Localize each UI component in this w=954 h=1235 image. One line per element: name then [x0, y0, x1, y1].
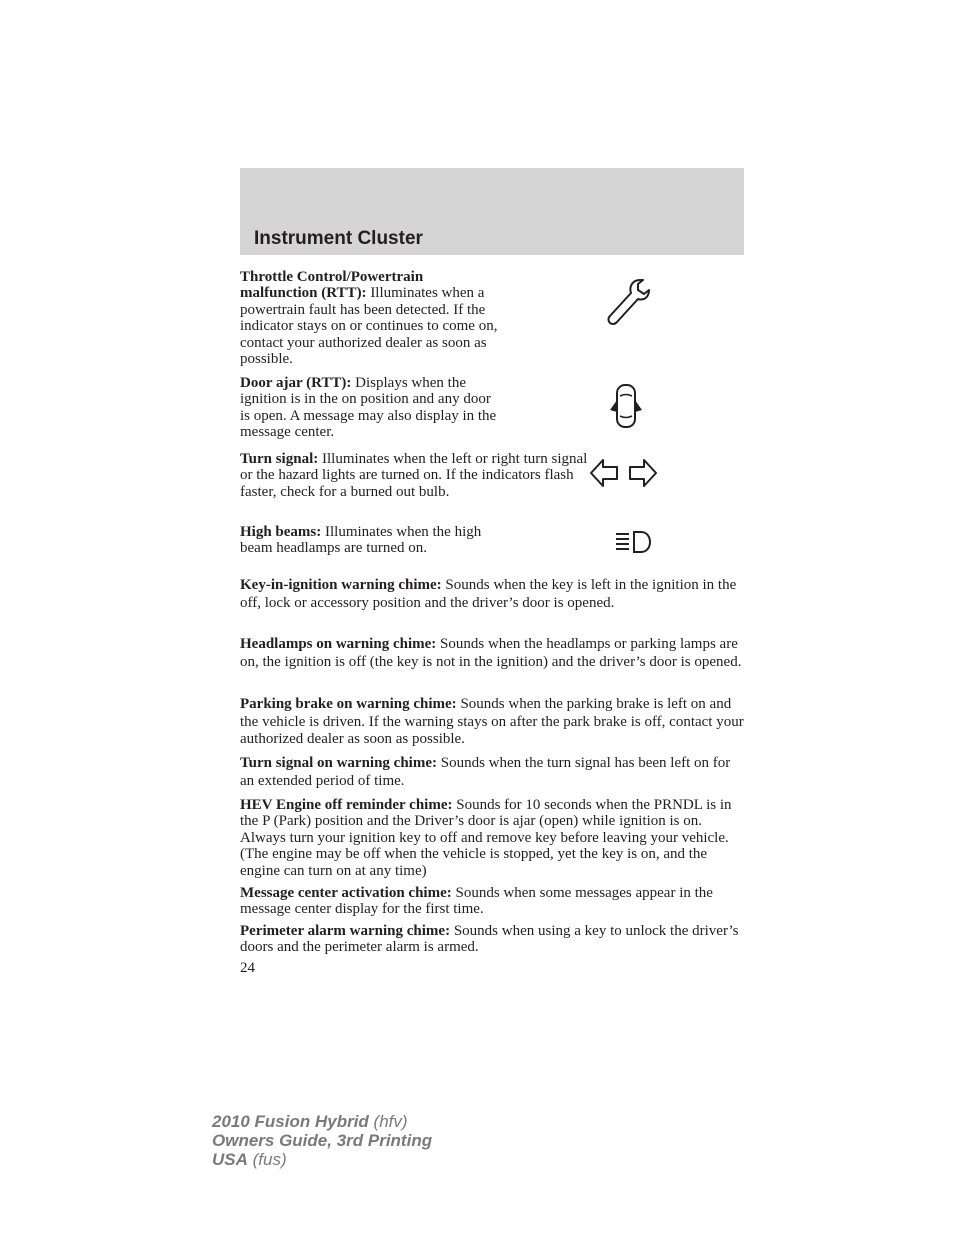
footer-model-code: (hfv) — [368, 1112, 408, 1131]
chime-description: Sounds when using a key to unlock the driver’s doors and the perimeter alarm is armed. — [240, 923, 739, 956]
indicator-turn-signal — [240, 451, 596, 500]
section-header-band — [240, 168, 744, 255]
indicator-description: Illuminates when the left or right turn signal or the hazard lights are turned on. If the indicators flash faster, check for a burned out bulb. — [240, 451, 588, 500]
section-title: Instrument Cluster — [254, 228, 423, 249]
footer-guide-edition: Owners Guide, 3rd Printing — [212, 1131, 433, 1150]
indicator-high-beams — [240, 524, 502, 557]
chime-label: Message center activation chime: — [240, 885, 452, 901]
indicator-description: Illuminates when the high beam headlamps are turned on. — [240, 524, 482, 557]
footer-line-2 — [212, 1131, 432, 1150]
chime-label: Headlamps on warning chime: — [240, 636, 437, 652]
chime-description: Sounds when the parking brake is left on and the vehicle is driven. If the warning stays on after the park brake is off, contact your authorized dealer as soon as possible. — [240, 696, 744, 748]
indicator-label: Throttle Control/Powertrain malfunction (RTT): — [240, 269, 424, 302]
chime-description: Sounds when the key is left in the ignition in the off, lock or accessory position and the driver’s door is opened. — [240, 577, 737, 611]
indicator-description: Illuminates when a powertrain fault has been detected. If the indicator stays on or continues to come on, contact your authorized dealer as soon as possible. — [240, 285, 498, 368]
footer-market-code: (fus) — [247, 1150, 287, 1169]
chime-label: Turn signal on warning chime: — [240, 755, 437, 771]
high-beam-icon — [614, 530, 654, 554]
chime-description: Sounds for 10 seconds when the PRNDL is in the P (Park) position and the Driver’s door is ajar (open) while ignition is on. Always turn your ignition key to off and remove key before leaving your vehicle. (The engine may be off when the vehicle is stopped, yet the key is on, and the engine can turn on at any time) — [240, 797, 732, 879]
chime-label: HEV Engine off reminder chime: — [240, 797, 453, 813]
indicator-label: High beams: — [240, 524, 322, 540]
turn-signal-arrows-icon — [588, 457, 660, 489]
chime-turn-signal-on — [240, 755, 744, 790]
chime-description: Sounds when the headlamps or parking lamps are on, the ignition is off (the key is not in the ignition) and the driver’s door is opened. — [240, 636, 742, 670]
indicator-label: Door ajar (RTT): — [240, 375, 352, 391]
footer-model: 2010 Fusion Hybrid — [212, 1112, 369, 1131]
footer-line-1 — [212, 1112, 432, 1131]
page-number: 24 — [240, 960, 255, 976]
indicator-label: Turn signal: — [240, 451, 319, 467]
chime-perimeter-alarm — [240, 923, 744, 956]
chime-key-in-ignition — [240, 577, 744, 612]
chime-headlamps-on — [240, 636, 744, 671]
chime-description: Sounds when the turn signal has been left on for an extended period of time. — [240, 755, 731, 789]
chime-description: Sounds when some messages appear in the message center display for the first time. — [240, 885, 713, 918]
indicator-description: Displays when the ignition is in the on position and any door is open. A message may also display in the message center. — [240, 375, 497, 441]
door-ajar-icon — [606, 382, 646, 430]
footer-line-3 — [212, 1150, 432, 1169]
chime-label: Key-in-ignition warning chime: — [240, 577, 442, 593]
footer-document-info — [212, 1112, 432, 1169]
chime-label: Perimeter alarm warning chime: — [240, 923, 451, 939]
indicator-door-ajar — [240, 375, 502, 441]
chime-hev-engine-off — [240, 797, 744, 879]
indicator-powertrain-malfunction — [240, 269, 502, 367]
wrench-icon — [604, 276, 650, 328]
chime-parking-brake-on — [240, 696, 744, 749]
footer-market: USA — [212, 1150, 248, 1169]
chime-label: Parking brake on warning chime: — [240, 696, 457, 712]
chime-message-center — [240, 885, 744, 918]
